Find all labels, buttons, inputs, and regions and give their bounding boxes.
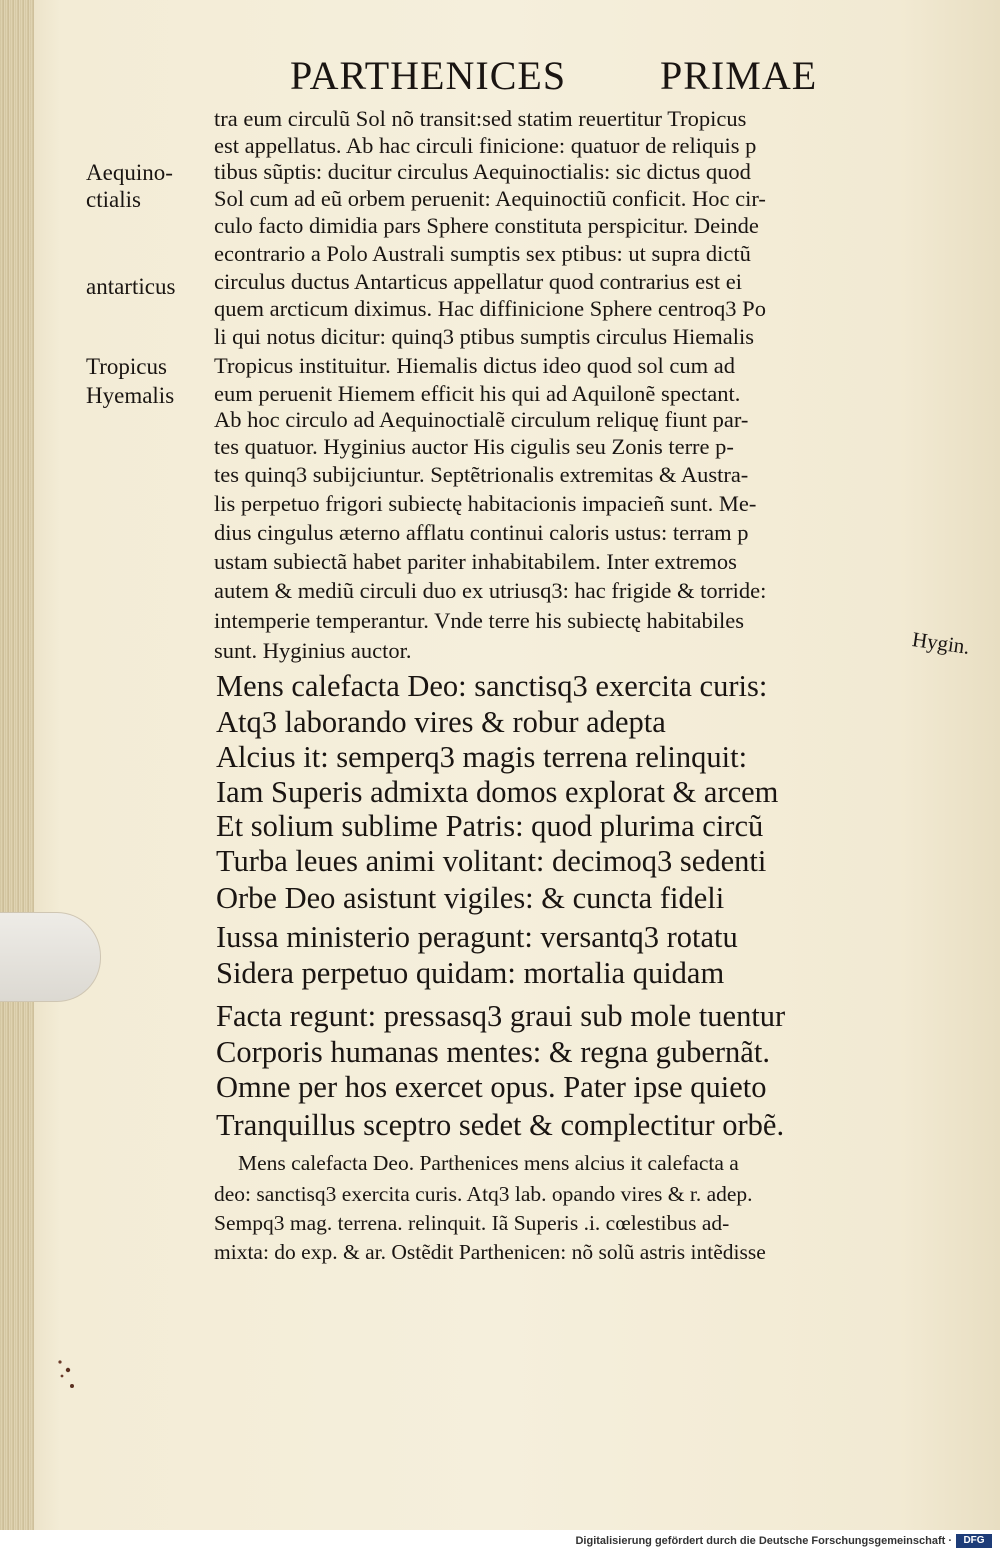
verse-line: Orbe Deo asistunt vigiles: & cuncta fideli: [216, 881, 725, 915]
prose-line: est appellatus. Ab hac circuli finicione: quatuor de reliquis p: [214, 133, 757, 158]
ink-speckles: [52, 1352, 82, 1392]
prose-line: sunt. Hyginius auctor.: [214, 638, 412, 663]
verse-line: Sidera perpetuo quidam: mortalia quidam: [216, 956, 725, 990]
prose-line: circulus ductus Antarticus appellatur quod contrarius est ei: [214, 269, 742, 294]
prose-line: intemperie temperantur. Vnde terre his subiectę habitabiles: [214, 608, 745, 633]
commentary-line: Mens calefacta Deo. Parthenices mens alcius it calefacta a: [238, 1151, 739, 1175]
prose-line: tes quatuor. Hyginius auctor His cigulis seu Zonis terre p-: [214, 434, 734, 459]
page-edges: [0, 0, 34, 1530]
verse-line: Iam Superis admixta domos explorat & arcem: [216, 775, 779, 809]
verse-line: Corporis humanas mentes: & regna gubernãt.: [216, 1035, 770, 1069]
margin-note-hygin: Hygin.: [910, 627, 972, 659]
prose-line: tes quinq3 subijciuntur. Septẽtrionalis extremitas & Austra-: [214, 462, 749, 487]
prose-line: quem arcticum diximus. Hac diffinicione Sphere centroq3 Po: [214, 296, 766, 321]
prose-line: Tropicus instituitur. Hiemalis dictus ideo quod sol cum ad: [214, 353, 736, 378]
prose-line: ustam subiectã habet pariter inhabitabilem. Inter extremos: [214, 549, 737, 574]
commentary-line: deo: sanctisq3 exercita curis. Atq3 lab. opando vires & r. adep.: [214, 1182, 753, 1206]
prose-line: lis perpetuo frigori subiectę habitacionis impacieñ sunt. Me-: [214, 491, 757, 516]
commentary-line: Sempq3 mag. terrena. relinquit. Iã Superis .i. cœlestibus ad-: [214, 1211, 730, 1235]
prose-line: econtrario a Polo Australi sumptis sex ptibus: ut supra dictũ: [214, 241, 751, 266]
prose-line: eum peruenit Hiemem efficit his qui ad Aquilonẽ spectant.: [214, 381, 741, 406]
verse-line: Facta regunt: pressasq3 graui sub mole tuentur: [216, 999, 786, 1033]
margin-note-hyemalis: Hyemalis: [86, 383, 175, 408]
header-right: PRIMAE: [660, 53, 818, 98]
footer-credit: Digitalisierung gefördert durch die Deutsche Forschungsgemeinschaft ·: [575, 1535, 952, 1547]
bookmark-tab: [0, 912, 101, 1002]
verse-line: Turba leues animi volitant: decimoq3 sedenti: [216, 844, 767, 878]
prose-line: Sol cum ad eũ orbem peruenit: Aequinoctiũ conficit. Hoc cir-: [214, 186, 766, 211]
prose-line: culo facto dimidia pars Sphere constituta perspicitur. Deinde: [214, 213, 759, 238]
verse-line: Omne per hos exercet opus. Pater ipse quieto: [216, 1070, 767, 1104]
margin-note-aequinoctialis-cont: ctialis: [86, 187, 141, 212]
header-left: PARTHENICES: [290, 53, 567, 98]
verse-line: Et solium sublime Patris: quod plurima circũ: [216, 809, 764, 843]
verse-line: Alcius it: semperq3 magis terrena relinquit:: [216, 740, 748, 774]
verse-line: Atq3 laborando vires & robur adepta: [216, 705, 666, 739]
commentary-line: mixta: do exp. & ar. Ostẽdit Parthenicen: nõ solũ astris intẽdisse: [214, 1240, 766, 1264]
digitization-footer: [0, 1530, 1000, 1553]
prose-line: li qui notus dicitur: quinq3 ptibus sumptis circulus Hiemalis: [214, 324, 754, 349]
margin-note-antarticus: antarticus: [86, 274, 176, 299]
verse-line: Mens calefacta Deo: sanctisq3 exercita curis:: [216, 669, 768, 703]
prose-line: autem & mediũ circuli duo ex utriusq3: hac frigide & torride:: [214, 578, 767, 603]
prose-line: Ab hoc circulo ad Aequinoctialẽ circulum reliquę fiunt par-: [214, 407, 749, 432]
prose-line: tra eum circulũ Sol nõ transit:sed statim reuertitur Tropicus: [214, 106, 747, 131]
margin-note-aequinoctialis: Aequino-: [86, 160, 173, 185]
verse-line: Tranquillus sceptro sedet & complectitur orbẽ.: [216, 1108, 785, 1142]
verse-line: Iussa ministerio peragunt: versantq3 rotatu: [216, 920, 738, 954]
margin-note-tropicus: Tropicus: [86, 354, 167, 379]
dfg-logo: DFG: [956, 1534, 992, 1548]
prose-line: dius cingulus æterno afflatu continui caloris ustus: terram p: [214, 520, 749, 545]
prose-line: tibus sũptis: ducitur circulus Aequinoctialis: sic dictus quod: [214, 159, 751, 184]
running-header: [290, 52, 850, 102]
